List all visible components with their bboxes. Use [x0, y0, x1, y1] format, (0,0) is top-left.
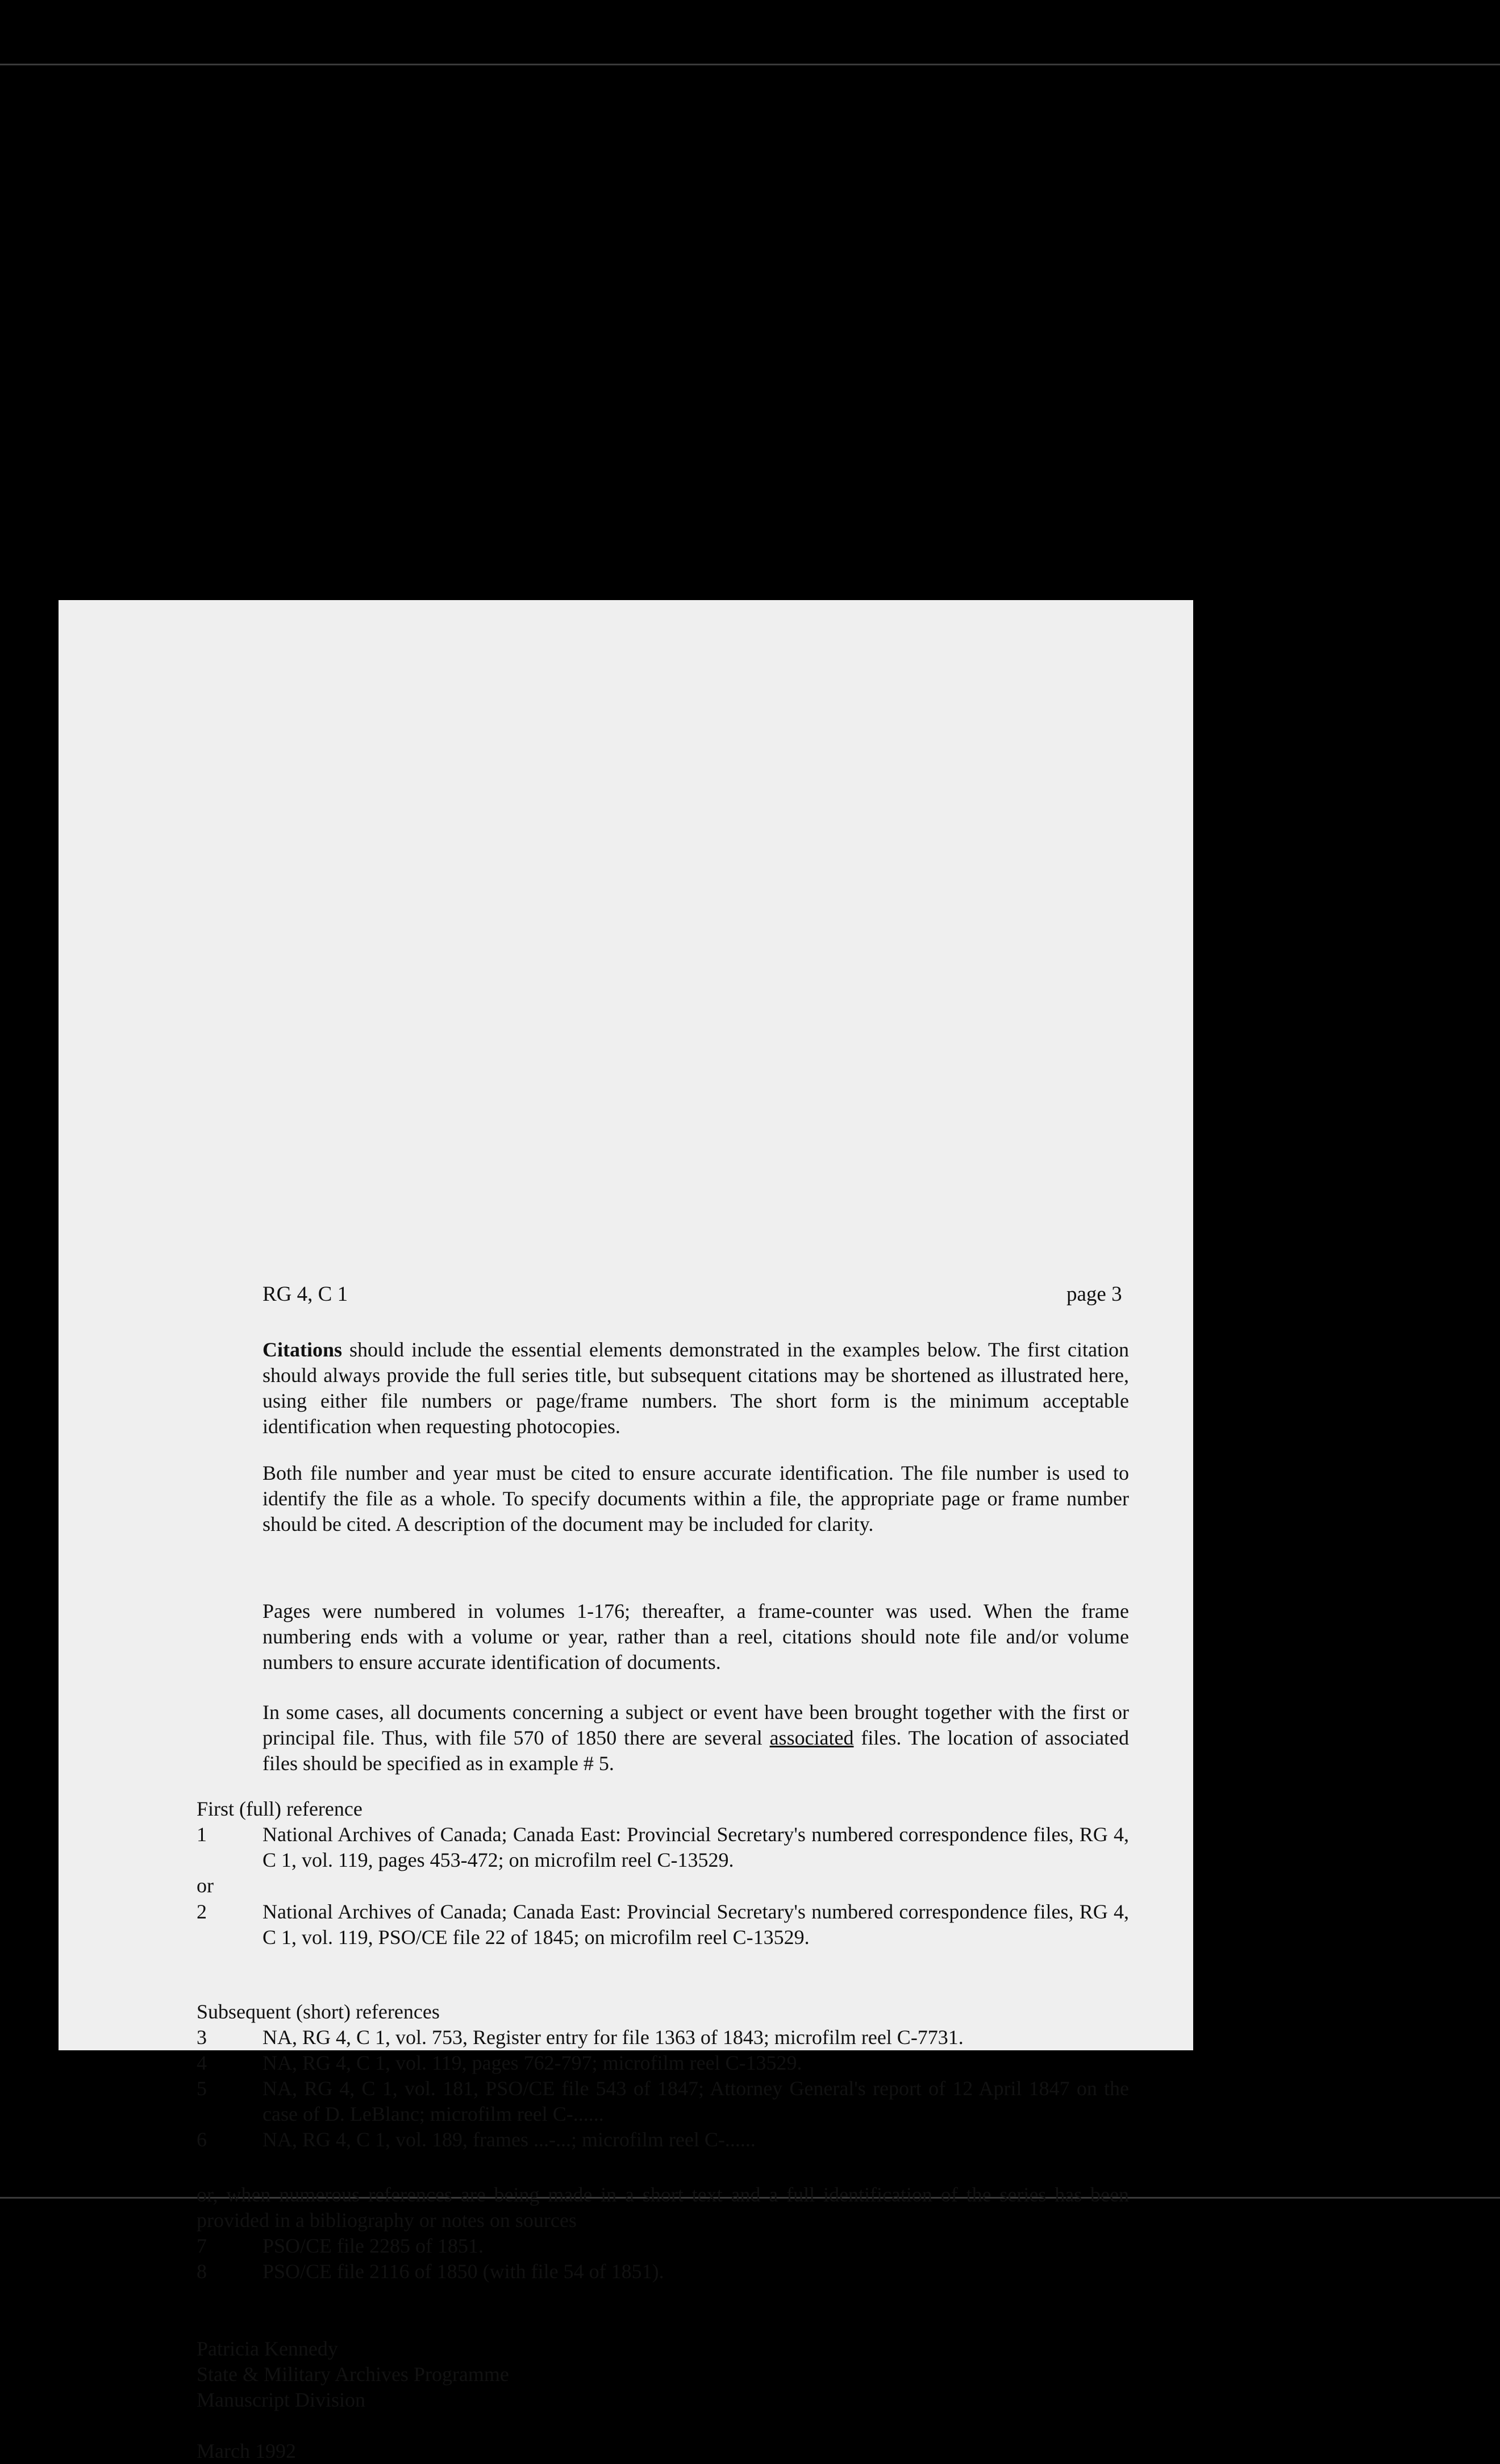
reference-text: National Archives of Canada; Canada East: Provincial Secretary's numbered correspondence files, RG 4, C 1, vol. 119, PSO/CE file 22 of 1845; on microfilm reel C-13529. [262, 1900, 1129, 1949]
reference-number: 2 [197, 1900, 207, 1923]
reference-number: 4 [197, 2051, 207, 2074]
associated-term: associated [769, 1726, 854, 1749]
scan-line [0, 64, 1500, 65]
paragraph-citations-lead: Citations [262, 1338, 343, 1361]
reference-text: PSO/CE file 2116 of 1850 (with file 54 of 1851). [262, 2260, 664, 2283]
reference-text: NA, RG 4, C 1, vol. 119, pages 762-797; microfilm reel C-13529. [262, 2051, 802, 2074]
reference-number: 1 [197, 1823, 207, 1846]
reference-text: NA, RG 4, C 1, vol. 753, Register entry for file 1363 of 1843; microfilm reel C-7731. [262, 2026, 964, 2049]
document-page [59, 600, 1193, 2462]
numerous-references-intro: or, when numerous references are being made in a short text and a full identification of the series has been provided in a bibliography or notes on sources [197, 2183, 1129, 2232]
author-division: Manuscript Division [197, 2388, 365, 2411]
paragraph-pages: Pages were numbered in volumes 1-176; thereafter, a frame-counter was used. When the frame numbering ends with a volume or year, rather than a reel, citations should note file and/or volume numbers to ensure accurate identification of documents. [262, 1600, 1129, 1674]
author-programme: State & Military Archives Programme [197, 2363, 509, 2386]
reference-number: 7 [197, 2234, 207, 2257]
reference-text: NA, RG 4, C 1, vol. 181, PSO/CE file 543 of 1847; Attorney General's report of 12 April 1847 on the case of D. LeBlanc; microfilm reel C-...... [262, 2077, 1129, 2125]
reference-text: National Archives of Canada; Canada East: Provincial Secretary's numbered correspondence files, RG 4, C 1, vol. 119, pages 453-472; on microfilm reel C-13529. [262, 1823, 1129, 1871]
or-separator: or [197, 1874, 214, 1897]
reference-number: 5 [197, 2077, 207, 2100]
author-name: Patricia Kennedy [197, 2337, 338, 2360]
paragraph-citations-text: should include the essential elements demonstrated in the examples below. The first citation should always provide the full series title, but subsequent citations may be shortened as illustrated here, using either file numbers or page/frame numbers. The short form is the minimum acceptable identification when requesting photocopies. [262, 1338, 1130, 1438]
reference-number: 6 [197, 2128, 207, 2151]
reference-text: NA, RG 4, C 1, vol. 189, frames ...-...; microfilm reel C-...... [262, 2128, 756, 2151]
short-reference-heading: Subsequent (short) references [197, 2000, 440, 2023]
paragraph-citations [262, 1337, 1129, 1439]
paragraph-associated-text: In some cases, all documents concerning a subject or event have been brought together with the first or principal file. Thus, with file 570 of 1850 there are several [262, 1701, 1129, 1749]
full-reference-heading: First (full) reference [197, 1797, 363, 1820]
header-page-number: page 3 [1066, 1283, 1122, 1306]
document-date: March 1992 [197, 2440, 296, 2462]
reference-number: 3 [197, 2026, 207, 2049]
paragraph-associated [262, 1700, 1129, 1776]
paragraph-file-number: Both file number and year must be cited to ensure accurate identification. The file number is used to identify the file as a whole. To specify documents within a file, the appropriate page or frame number should be cited. A description of the document may be included for clarity. [262, 1462, 1129, 1535]
paragraph-associated-text-end: files. The location of associated files should be specified as in example # 5. [262, 1726, 1130, 1775]
header-series: RG 4, C 1 [262, 1283, 348, 1306]
reference-text: PSO/CE file 2285 of 1851. [262, 2234, 484, 2257]
reference-number: 8 [197, 2260, 207, 2283]
